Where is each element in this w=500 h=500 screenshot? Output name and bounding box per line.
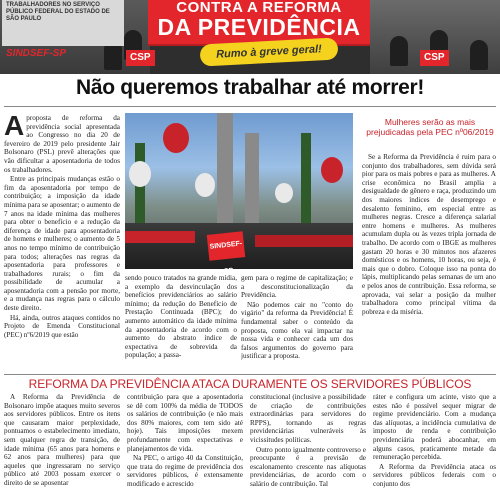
- article-paragraph: sendo pouco tratados na grande mídia, a exemplo da desvinculação dos benefícios previdenciários ao salário mínimo; da redução do Benefício de Prestação Continuada (BPC); do aumento automático da idade mínima da aposentadoria de acordo com o aumento do abstrato índice de expectativa de sobrevida da população; a passa-: [125, 274, 237, 360]
- protest-banner: [125, 231, 195, 243]
- cathedral-tower: [245, 133, 259, 223]
- csp-flag-right: CSP: [420, 50, 449, 66]
- union-sign: TRABALHADORES NO SERVIÇO PÚBLICO FEDERAL DO ESTADO DE SÃO PAULO: [2, 0, 124, 46]
- union-logo: SINDSEF-SP: [6, 48, 67, 59]
- article-paragraph: A Reforma da Previdência ataca os servidores públicos federais com o conjunto dos: [373, 462, 496, 488]
- cathedral-tower: [217, 113, 233, 223]
- protest-balloon: [275, 183, 293, 203]
- article2-column-4: [373, 393, 496, 500]
- article-paragraph: Não podemos cair no "conto do vigário" da reforma da Previdência! É fundamental saber o conteúdo da proposta, como ela vai impactar na nossa vida e conhecer cada um dos falsos argumentos do governo para justificar a proposta.: [241, 300, 353, 361]
- article2-column-3: [250, 393, 366, 500]
- article-paragraph: Outro ponto igualmente controverso e preocupante é a previsão de escalonamento crescente nas alíquotas previdenciárias, de acordo com o salário de contribuição. Tal: [250, 445, 366, 488]
- protest-banner: [255, 235, 353, 247]
- drop-cap: A: [4, 114, 25, 141]
- article-paragraph: contribuição para que a aposentadoria se dê com 100% da média de TODOS os salários de contribuição (e não mais dos 80% maiores, com tem sido até hoje). Tais imposições mexem profundamente com expectativas e planejamentos de vida.: [127, 393, 243, 453]
- protest-balloon: [195, 173, 215, 197]
- article-paragraph: Entre as principais mudanças estão o fim da aposentadoria por tempo de contribuição; a imposição da idade mínima para se aposentar; o aumento de 7 anos na idade mínima das mulheres para obter o benefício e a redução da diferença de idade para aposentadoria de homens e mulheres; o aumento de 5 anos no tempo mínimo de contribuição para todos; alterações nas regras da aposentadoria para professores e trabalhadores rurais; o fim da possibilidade de acumular a aposentadoria com a pensão por morte, e a mudança nas regras para o cálculo deste direito.: [4, 175, 120, 313]
- masthead-title: [148, 0, 370, 44]
- protest-balloon: [129, 161, 151, 187]
- article-paragraph: Na PEC, o artigo 40 da Constituição, que trata do regime de previdência dos servidores públicos, é extensamente modificado e acrescido: [127, 454, 243, 488]
- divider: [4, 106, 496, 107]
- protest-balloon: [321, 157, 343, 183]
- protester-silhouette: [470, 40, 488, 70]
- article-paragraph: constitucional (inclusive a possibilidade de criação de contribuições extraordinárias para servidores do RPPS), tornando as regras previdenciárias vulneráveis às vicissitudes políticas.: [250, 393, 366, 444]
- article2-column-1: [4, 393, 120, 500]
- protester-silhouette: [390, 36, 408, 66]
- masthead-banner: [0, 0, 500, 74]
- csp-flag-left: CSP: [126, 50, 155, 66]
- masthead-title-line1: CONTRA A REFORMA: [176, 0, 342, 16]
- article-column-1: [4, 114, 120, 374]
- article-paragraph: Há, ainda, outros ataques contidos no Projeto de Emenda Constitucional (PEC) nº6/2019 que estão: [4, 313, 120, 339]
- section-title: REFORMA DA PREVIDÊNCIA ATACA DURAMENTE OS SERVIDORES PÚBLICOS: [28, 377, 472, 391]
- sidebar-body: [362, 153, 496, 373]
- palm-tree: [301, 133, 311, 223]
- protest-balloon: [163, 123, 189, 153]
- slogan-badge: Rumo à greve geral!: [200, 37, 339, 66]
- photo-sign: SINDSEF-SP: [207, 231, 246, 261]
- article-paragraph: A Reforma da Previdência de Bolsonaro impõe ataques muito severos aos servidores públicos. Entre os itens que causaram maior perplexidade, pontuamos o estabelecimento imediato, sem qualquer regra de transição, de idade mínima (65 anos para homens e 62 anos para mulheres) para que aqueles que ingressaram no serviço público até 2003 possam exercer o direito de se aposentar: [4, 393, 120, 487]
- article-paragraph: gem para o regime de capitalização; e a desconstitucionalização da Previdência.: [241, 274, 353, 300]
- article-column-2: [125, 274, 237, 374]
- sidebar-title: Mulheres serão as mais prejudicadas pela PEC nº06/2019: [366, 117, 494, 137]
- article-column-3: [241, 274, 353, 374]
- masthead-title-line2: DA PREVIDÊNCIA: [157, 14, 361, 40]
- sidebar-paragraph: Se a Reforma da Previdência é ruim para o conjunto dos trabalhadores, sem dúvida será pior para os mais pobres e para as mulheres. A crise econômica no Brasil amplia a desigualdade de gênero e raça, produzindo um dos maiores índices de desemprego e desalento feminino, em especial entre as mulheres negras. Cresce a diferença salarial entre homens e mulheres. As mulheres acumulam dupla ou às vezes tripla jornada de trabalho. De acordo com o IBGE as mulheres gastam 20 horas e 30 minutos nos afazeres domésticos e os homens, 10 horas, ou seja, é mais que o dobro. Coloque isso na ponta do lápis, multiplicando pelas semanas de um ano e pelos anos de contribuição. Essa reforma, se aprovada, vai selar a posição da mulher trabalhadora como principal vítima da pobreza e da miséria.: [362, 153, 496, 316]
- divider: [4, 374, 496, 375]
- article2-column-2: [127, 393, 243, 500]
- article-paragraph: proposta de reforma da previdência social apresentada ao Congresso no dia 20 de fevereiro de 2019 pelo presidente Jair Bolsonaro (PSL) prevê alterações que vão dificultar a aposentadoria de todos os trabalhadores.: [4, 114, 120, 174]
- main-headline: Não queremos trabalhar até morrer!: [75, 76, 425, 99]
- article-paragraph: ráter e configura um acinte, visto que a estes não é possível sequer migrar de regime previdenciário. Com a mudança das alíquotas, a incidência cumulativa de imposto de renda e contribuição previdenciária poderá abocanhar, em alguns casos, praticamente metade da remuneração percebida.: [373, 393, 496, 462]
